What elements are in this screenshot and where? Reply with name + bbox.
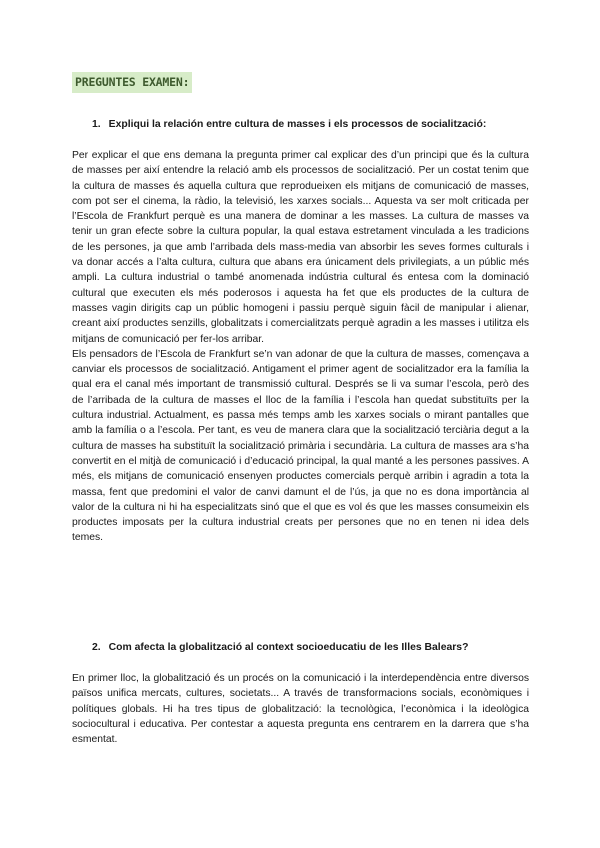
page-title: PREGUNTES EXAMEN: bbox=[72, 72, 192, 93]
question-2-heading bbox=[92, 641, 468, 655]
answer-paragraph: En primer lloc, la globalització és un procés on la comunicació i la interdependència entre diversos països unifica mercats, cultures, societats... A través de transformacions socials, econòmiques i polítiques globals. Hi ha tres tipus de globalització: la tecnològica, l’econòmica i la ideològica sociocultural i educativa. Per contestar a aquesta pregunta ens centrarem en la darrera que s’ha esmentat. bbox=[72, 673, 529, 746]
answer-paragraph: Per explicar el que ens demana la pregunta primer cal explicar des d’un principi que és la cultura de masses per així entendre la relació amb els processos de socialització. Per un costat tenim que la cultura de masses és aquella cultura que reprodueixen els mitjans de comunicació de masses, com pot ser el cinema, la ràdio, la televisió, les xarxes socials... Aquesta va ser molt criticada per l’Escola de Frankfurt perquè es una manera de dominar a les masses. La cultura de masses va tenir un gran efecte sobre la cultura popular, la qual estava estretament vinculada a les tradicions de les persones, ja que amb l’arribada dels mass-media van absorbir les seves formes culturals i va donar accés a l’alta cultura, cultura que abans era únicament dels privilegiats, a un públic més ampli. La cultura industrial o també anomenada indústria cultural és entesa com la dominació cultural que executen els més poderosos i aquesta ha fet que els productes de la cultura de masses vagin dirigits cap un públic homogeni i passiu perquè siguin fàcil de manipular i alienar, creant així productes senzills, globalitzats i comercialitzats perquè agradin a les masses i utilitza els mitjans de comunicació per fer-los arribar. bbox=[72, 150, 529, 345]
question-1-answer bbox=[72, 148, 529, 546]
question-1-number: 1. bbox=[92, 119, 101, 130]
question-2-title: Com afecta la globalització al context socioeducatiu de les Illes Balears? bbox=[108, 642, 469, 653]
question-1-title: Expliqui la relación entre cultura de masses i els processos de socialització: bbox=[108, 119, 487, 130]
question-2-number: 2. bbox=[92, 642, 101, 653]
title-banner bbox=[72, 72, 192, 93]
answer-paragraph: Els pensadors de l’Escola de Frankfurt se’n van adonar de que la cultura de masses, començava a canviar els processos de socialització. Antigament el primer agent de socialitzador era la família la qual era el canal més important de transmissió cultural. Després se li va sumar l’escola, però des de l’arribada de la cultura de masses el lloc de la família i l’escola han quedat substituïts per la cultura industrial. Actualment, es passa més temps amb les xarxes socials o mirant pantalles que amb la família o a l’escola. Per tant, es veu de manera clara que la socialització terciària degut a la cultura de masses ha substituït la socialització primària i secundària. La cultura de masses ara s’ha convertit en el mitjà de comunicació i d’educació principal, la qual manté a les persones passives. A més, els mitjans de comunicació ensenyen productes comercials perquè arribin i agradin a tota la massa, fent que predomini el valor de canvi damunt el de l’ús, ja que no es dona importància al valor de la cultura ni hi ha especialitzats sinó que el que es vol és que les masses consumeixin els productes imposats per la cultura industrial creats per persones que no en tenen ni idea dels temes. bbox=[72, 348, 529, 544]
question-2-answer bbox=[72, 671, 529, 747]
question-1-heading bbox=[92, 118, 486, 132]
